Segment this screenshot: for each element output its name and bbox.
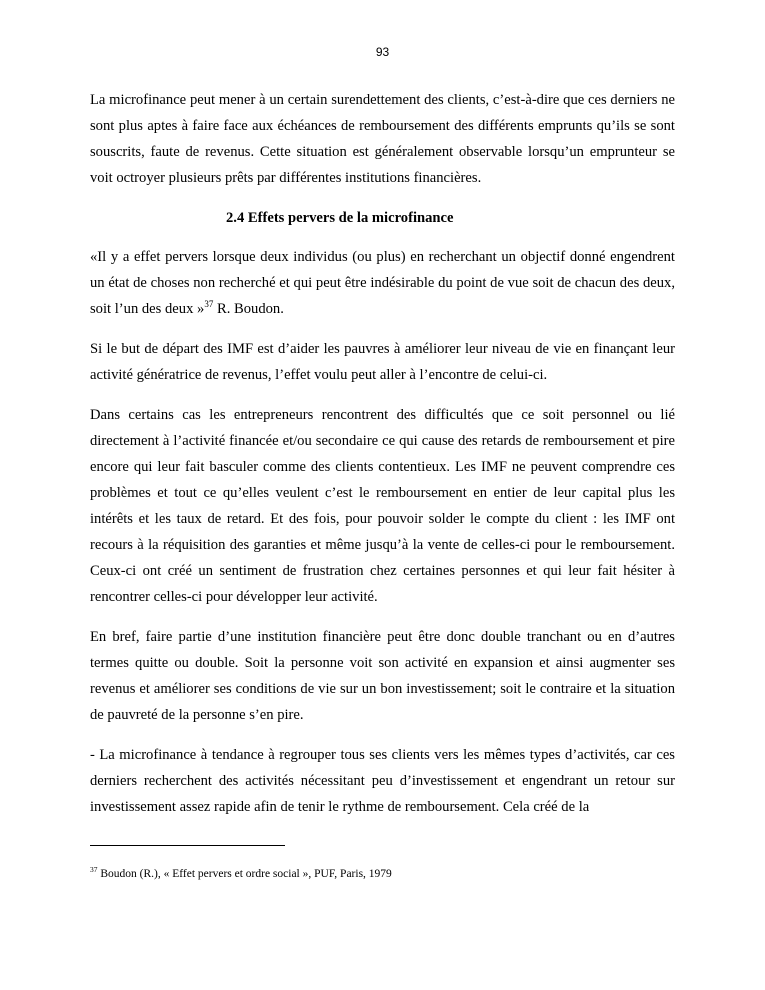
paragraph-difficultes: Dans certains cas les entrepreneurs rencontrent des difficultés que ce soit personnel ou lié directement à l’activité financée et/ou secondaire ce qui cause des retards de remboursement et pire encore qui leur fait basculer comme des clients contentieux. Les IMF ne peuvent comprendre ces problèmes et tout ce qu’elles veulent c’est le remboursement en entier de leur capital plus les intérêts et les taux de retard. Et des fois, pour pouvoir solder le compte du client : les IMF ont recours à la réquisition des garanties et même jusqu’à la vente de celles-ci pour le remboursement. Ceux-ci ont créé un sentiment de frustration chez certaines personnes et qui leur fait hésiter à rencontrer celles-ci pour développer leur activité. <box>90 407 675 605</box>
footnote-text: Boudon (R.), « Effet pervers et ordre social », PUF, Paris, 1979 <box>97 868 392 880</box>
paragraph-quote-boudon <box>90 244 675 322</box>
section-heading: 2.4 Effets pervers de la microfinance <box>226 210 454 226</box>
page-body <box>90 87 675 834</box>
paragraph-en-bref: En bref, faire partie d’une institution financière peut être donc double tranchant ou en d’autres termes quitte ou double. Soit la personne voit son activité en expansion et ainsi augmenter ses revenus et améliorer ses conditions de vie sur un bon investissement; soit le contraire et la situation de pauvreté de la personne s’en pire. <box>90 629 675 723</box>
quote-text: «Il y a effet pervers lorsque deux individus (ou plus) en recherchant un objectif donné engendrent un état de choses non recherché et qui peut être indésirable du point de vue soit de chacun des deux, soit l’un des deux » <box>90 249 675 317</box>
footnote <box>90 866 675 882</box>
paragraph-regroupement: - La microfinance à tendance à regrouper tous ses clients vers les mêmes types d’activités, car ces derniers recherchent des activités nécessitant peu d’investissement et engendrant un retour sur investissement assez rapide afin de tenir le rythme de remboursement. Cela créé de la <box>90 747 675 815</box>
paragraph-surendettement: La microfinance peut mener à un certain surendettement des clients, c’est-à-dire que ces derniers ne sont plus aptes à faire face aux échéances de remboursement des différents emprunts qu’ils se sont souscrits, faute de revenus. Cette situation est généralement observable lorsqu’un emprunteur se voit octroyer plusieurs prêts par différentes institutions financières. <box>90 92 675 186</box>
page-number: 93 <box>375 45 390 59</box>
footnote-reference: 37 <box>204 299 214 310</box>
paragraph-but-imf: Si le but de départ des IMF est d’aider les pauvres à améliorer leur niveau de vie en finançant leur activité génératrice de revenus, l’effet voulu peut aller à l’encontre de celui-ci. <box>90 341 675 383</box>
footnote-separator <box>90 845 285 846</box>
footnote-number: 37 <box>90 865 98 875</box>
quote-author: R. Boudon. <box>213 301 284 317</box>
